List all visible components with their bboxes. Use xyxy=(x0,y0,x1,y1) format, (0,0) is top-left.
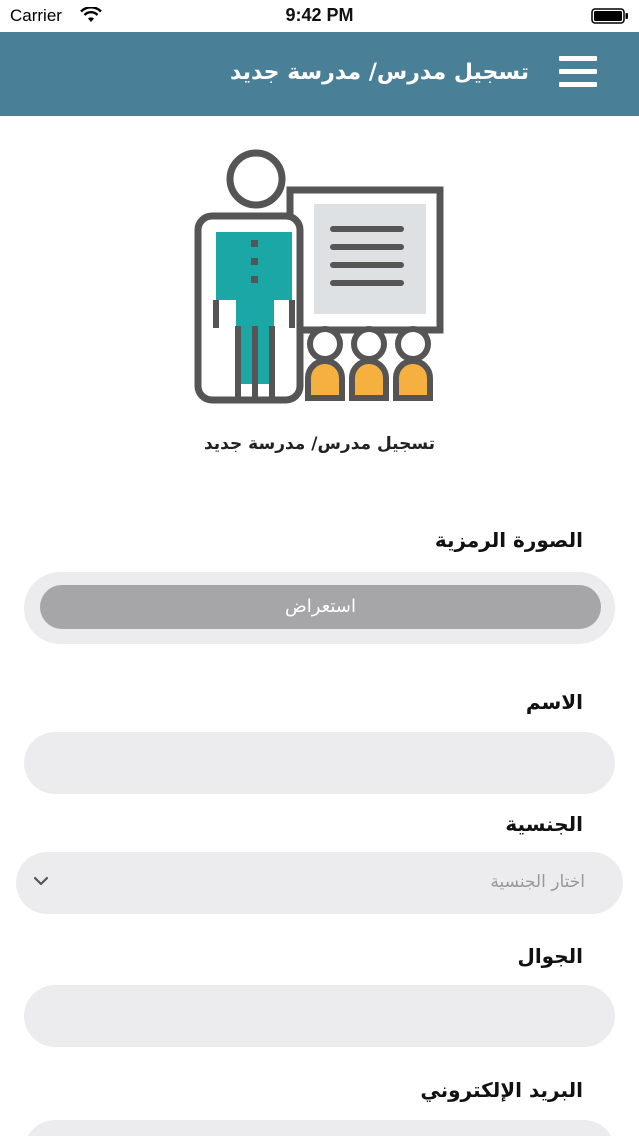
name-label: الاسم xyxy=(525,690,583,714)
page-title: تسجيل مدرس/ مدرسة جديد xyxy=(230,60,529,85)
teacher-illustration xyxy=(190,148,450,406)
photo-field xyxy=(24,572,615,644)
mobile-field-container xyxy=(24,985,615,1047)
menu-button[interactable] xyxy=(559,56,597,92)
battery-icon xyxy=(591,8,629,24)
chevron-down-icon xyxy=(32,874,50,888)
app-header xyxy=(0,32,639,116)
mobile-field[interactable] xyxy=(24,985,615,1047)
nationality-placeholder: اختار الجنسية xyxy=(490,872,585,892)
status-bar xyxy=(0,0,639,32)
illustration-caption: تسجيل مدرس/ مدرسة جديد xyxy=(203,434,436,454)
name-field-container xyxy=(24,732,615,794)
nationality-select[interactable] xyxy=(16,852,623,914)
photo-label: الصورة الرمزية xyxy=(434,528,583,552)
mobile-label: الجوال xyxy=(517,944,583,968)
carrier-label: Carrier xyxy=(10,6,62,25)
email-field[interactable] xyxy=(24,1120,615,1136)
hamburger-menu-icon xyxy=(559,56,597,87)
name-field[interactable] xyxy=(24,732,615,794)
email-field-container xyxy=(24,1120,615,1136)
browse-button[interactable]: استعراض xyxy=(40,585,601,629)
email-label: البريد الإلكتروني xyxy=(420,1078,583,1102)
nationality-label: الجنسية xyxy=(505,812,583,836)
status-time: 9:42 PM xyxy=(285,5,354,25)
